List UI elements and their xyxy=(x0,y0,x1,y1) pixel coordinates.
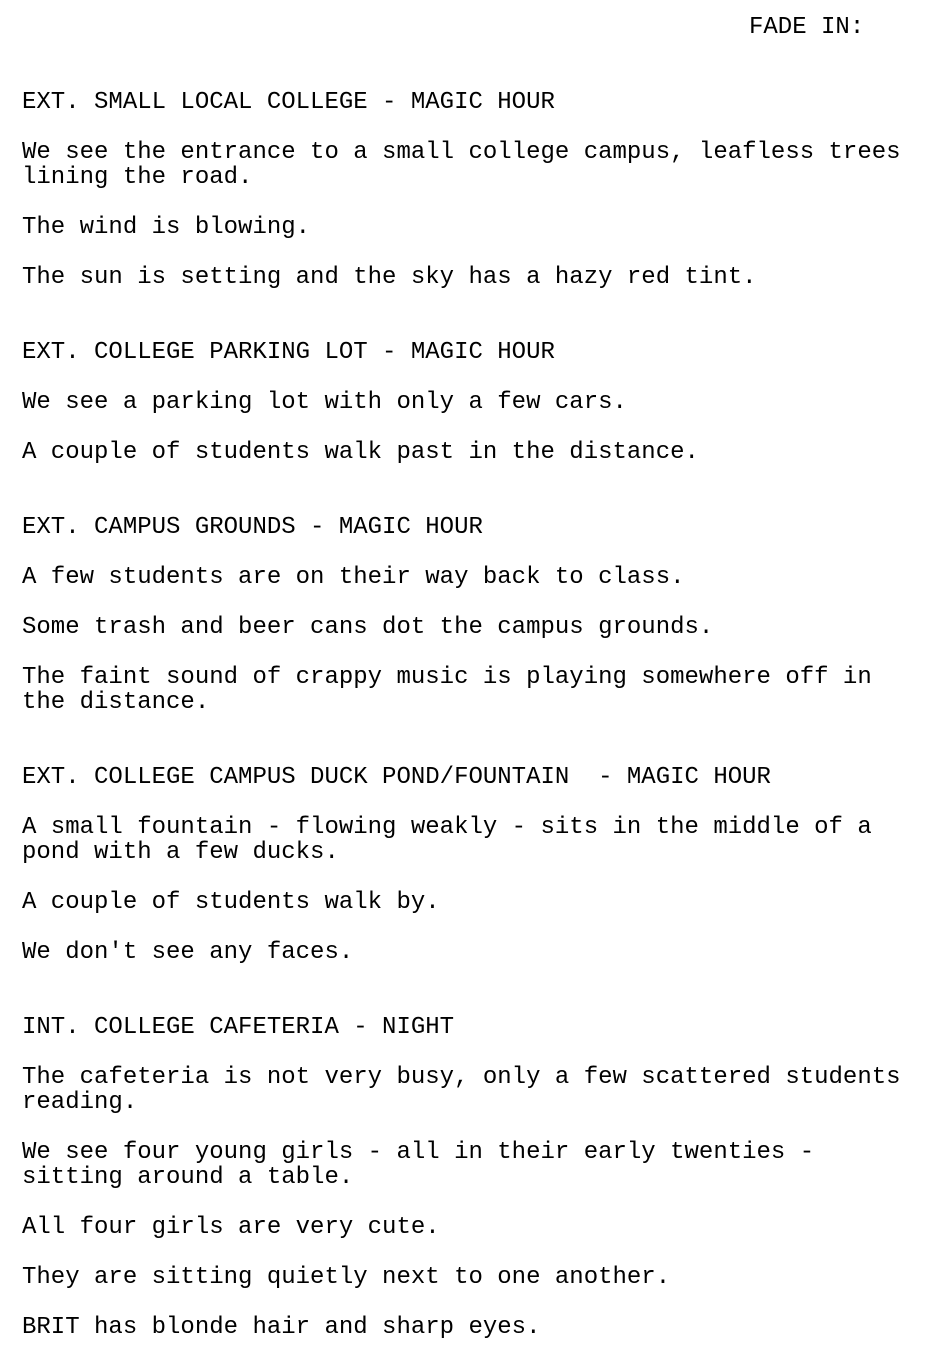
action-line: A couple of students walk past in the distance. xyxy=(22,439,699,466)
action-line: A couple of students walk by. xyxy=(22,889,440,916)
scene-heading: EXT. SMALL LOCAL COLLEGE - MAGIC HOUR xyxy=(22,89,555,116)
action-line: Some trash and beer cans dot the campus grounds. xyxy=(22,614,714,641)
action-line: pond with a few ducks. xyxy=(22,839,339,866)
action-line: We see four young girls - all in their early twenties - xyxy=(22,1139,815,1166)
action-line: sitting around a table. xyxy=(22,1164,354,1191)
action-line: They are sitting quietly next to one another. xyxy=(22,1264,671,1291)
transition-fade-in: FADE IN: xyxy=(749,14,865,41)
action-line: reading. xyxy=(22,1089,138,1116)
action-line: All four girls are very cute. xyxy=(22,1214,440,1241)
action-line: The faint sound of crappy music is playing somewhere off in xyxy=(22,664,872,691)
action-line: The sun is setting and the sky has a hazy red tint. xyxy=(22,264,757,291)
action-line: the distance. xyxy=(22,689,210,716)
action-line: lining the road. xyxy=(22,164,253,191)
action-line: We don't see any faces. xyxy=(22,939,354,966)
action-line: We see a parking lot with only a few cars. xyxy=(22,389,627,416)
action-line: A small fountain - flowing weakly - sits in the middle of a xyxy=(22,814,872,841)
scene-heading: EXT. CAMPUS GROUNDS - MAGIC HOUR xyxy=(22,514,483,541)
scene-heading: EXT. COLLEGE CAMPUS DUCK POND/FOUNTAIN - MAGIC HOUR xyxy=(22,764,771,791)
action-line: We see the entrance to a small college campus, leafless trees xyxy=(22,139,901,166)
action-line: A few students are on their way back to class. xyxy=(22,564,685,591)
action-line: The wind is blowing. xyxy=(22,214,311,241)
action-line: BRIT has blonde hair and sharp eyes. xyxy=(22,1314,541,1341)
scene-heading: EXT. COLLEGE PARKING LOT - MAGIC HOUR xyxy=(22,339,555,366)
scene-heading: INT. COLLEGE CAFETERIA - NIGHT xyxy=(22,1014,455,1041)
action-line: The cafeteria is not very busy, only a few scattered students xyxy=(22,1064,901,1091)
